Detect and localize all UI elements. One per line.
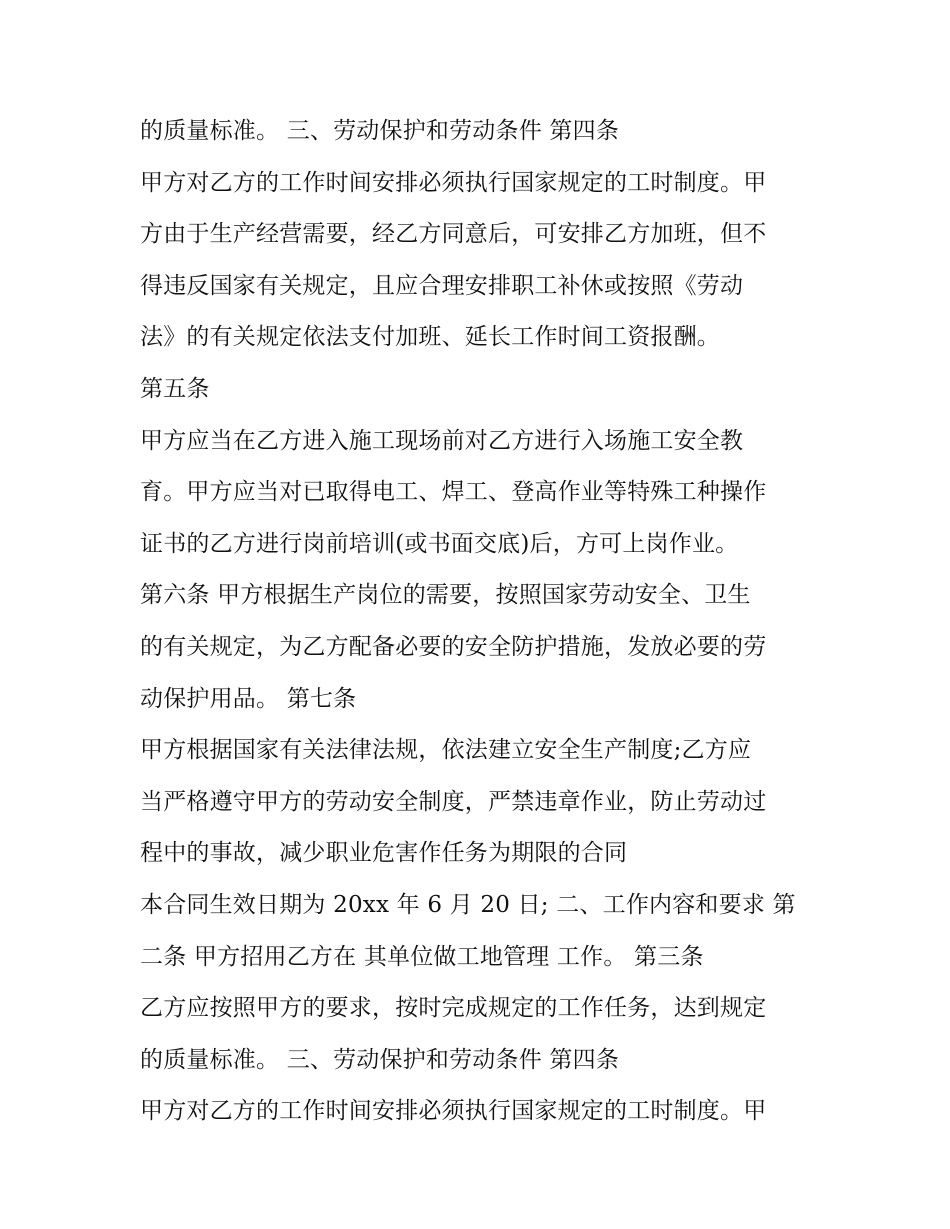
text-line: 法》的有关规定依法支付加班、延长工作时间工资报酬。 (140, 324, 720, 351)
text-line: 乙方应按照甲方的要求，按时完成规定的工作任务，达到规定 (140, 995, 767, 1022)
text-line: 动保护用品。 第七条 (140, 685, 357, 712)
text-line: 的有关规定，为乙方配备必要的安全防护措施，发放必要的劳 (140, 633, 767, 660)
text-line: 甲方应当在乙方进入施工现场前对乙方进行入场施工安全教 (140, 427, 744, 454)
text-line: 二条 甲方招用乙方在 其单位做工地管理 工作。 第三条 (140, 943, 704, 970)
text-line: 甲方对乙方的工作时间安排必须执行国家规定的工时制度。甲 (140, 169, 767, 196)
text-line: 育。甲方应当对已取得电工、焊工、登高作业等特殊工种操作 (140, 479, 767, 506)
text-line: 得违反国家有关规定，且应合理安排职工补休或按照《劳动 (140, 272, 744, 299)
text-line: 甲方根据国家有关法律法规，依法建立安全生产制度;乙方应 (140, 737, 752, 764)
text-line: 的质量标准。 三、劳动保护和劳动条件 第四条 (140, 118, 620, 144)
text-line: 本合同生效日期为 20xx 年 6 月 20 日; 二、工作内容和要求 第 (140, 891, 796, 918)
document-body (140, 106, 840, 1138)
text-line: 方由于生产经营需要，经乙方同意后，可安排乙方加班，但不 (140, 221, 767, 248)
text-line: 当严格遵守甲方的劳动安全制度，严禁违章作业，防止劳动过 (140, 788, 767, 815)
text-line: 证书的乙方进行岗前培训(或书面交底)后，方可上岗作业。 (140, 530, 739, 557)
text-line: 第五条 (140, 375, 210, 402)
text-line: 程中的事故，减少职业危害作任务为期限的合同 (140, 840, 628, 867)
text-line: 的质量标准。 三、劳动保护和劳动条件 第四条 (140, 1046, 620, 1073)
text-line: 第六条 甲方根据生产岗位的需要，按照国家劳动安全、卫生 (140, 582, 751, 609)
text-line: 甲方对乙方的工作时间安排必须执行国家规定的工时制度。甲 (140, 1098, 767, 1125)
